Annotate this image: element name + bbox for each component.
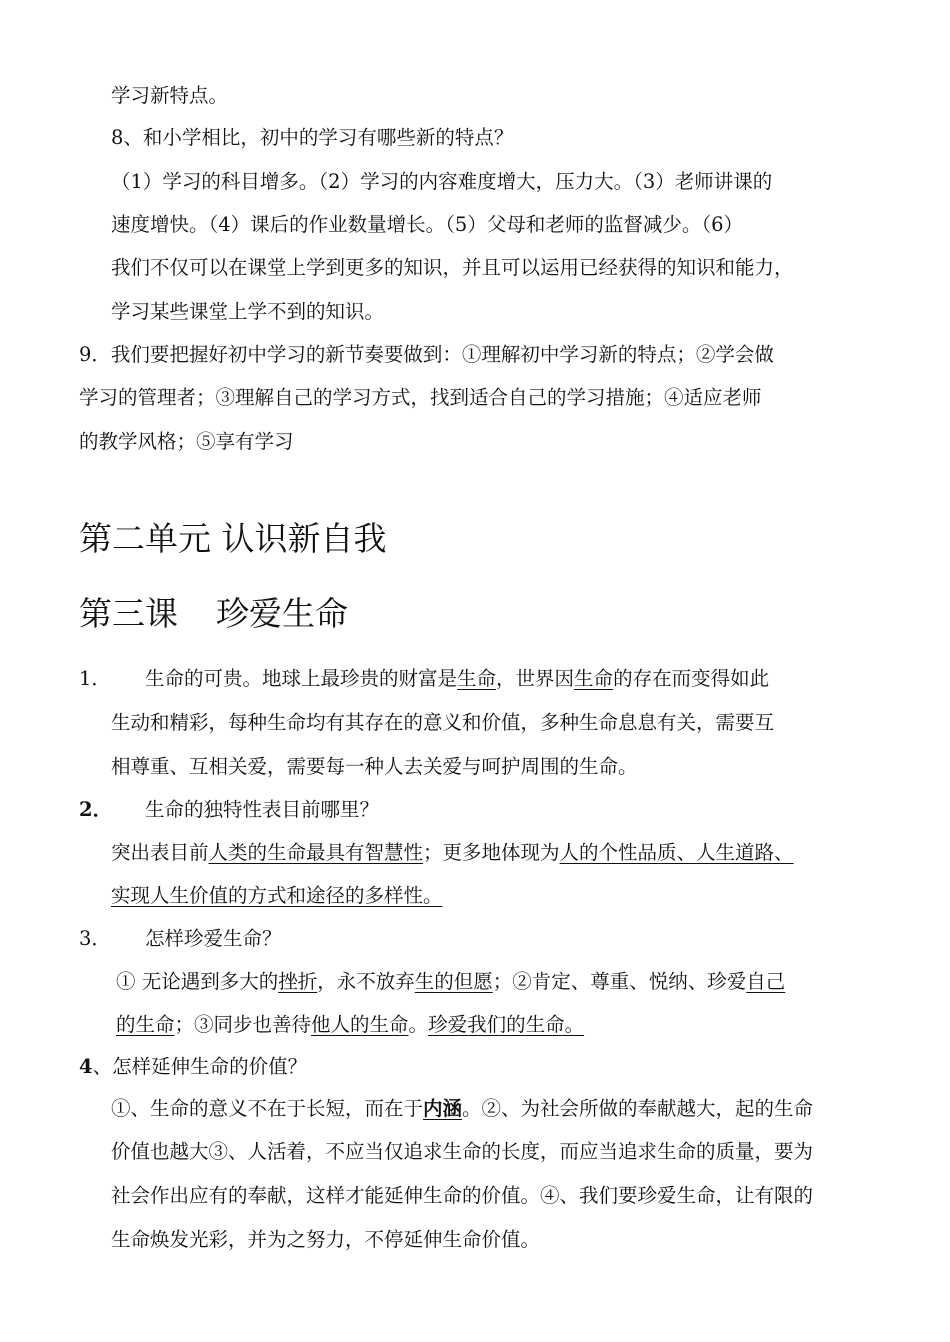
point-3-line-2	[116, 1015, 584, 1035]
lesson-title-part-a: 第三课	[79, 594, 178, 633]
point-1-text: ，世界因	[496, 667, 575, 690]
point-3-text: ；②肯定、尊重、悦纳、珍爱	[492, 970, 747, 993]
lesson-title	[79, 594, 348, 633]
point-3-underlined-hope: 生的但愿	[414, 970, 493, 993]
point-1-text: 的存在而变得如此	[613, 667, 770, 690]
answer-8-line-3: 我们不仅可以在课堂上学到更多的知识，并且可以运用已经获得的知识和能力，	[111, 256, 794, 279]
point-4-question	[79, 1057, 307, 1077]
point-3-underlined-setback: 挫折	[278, 970, 318, 993]
question-8: 8、和小学相比，初中的学习有哪些新的特点？	[111, 126, 514, 149]
point-2-question-text: 生命的独特性表目前哪里？	[145, 798, 380, 821]
point-4-number: 4	[79, 1055, 93, 1078]
point-2-question	[79, 800, 379, 820]
point-3-underlined-self: 自己	[746, 970, 786, 993]
point-4-text: ①、生命的意义不在于长短，而在于	[111, 1097, 424, 1120]
point-3-number: 3．	[79, 927, 111, 950]
point-3-text: ，永不放弃	[317, 970, 415, 993]
point-4-line-4: 生命焕发光彩，并为之努力，不停延伸生命价值。	[111, 1228, 541, 1251]
point-3-question-text: 怎样珍爱生命？	[145, 927, 282, 950]
point-1-text: 生命的可贵。地球上最珍贵的财富是	[145, 667, 458, 690]
point-4-question-text: 、怎样延伸生命的价值？	[92, 1055, 308, 1078]
lesson-title-part-b: 珍爱生命	[216, 594, 348, 633]
point-1-line-1	[79, 669, 769, 689]
point-4-line-1	[111, 1099, 813, 1119]
point-3-line-1	[116, 972, 785, 992]
point-3-text: 。	[408, 1013, 429, 1036]
point-2-line-1	[111, 843, 794, 863]
answer-8-line-1: （1）学习的科目增多。（2）学习的内容难度增大，压力大。（3）老师讲课的	[111, 170, 773, 193]
point-4-line-3: 社会作出应有的奉献，这样才能延伸生命的价值。④、我们要珍爱生命，让有限的	[111, 1184, 814, 1207]
unit-title: 第二单元 认识新自我	[79, 519, 387, 558]
answer-8-line-2: 速度增快。（4）课后的作业数量增长。（5）父母和老师的监督减少。（6）	[111, 213, 743, 236]
point-3-underlined-cherish: 珍爱我们的生命。	[428, 1013, 585, 1036]
point-2-underlined-1: 人类的生命最具有智慧性	[208, 841, 424, 864]
point-3-question	[79, 929, 282, 949]
point-2-number: 2．	[79, 798, 113, 821]
point-1-number: 1．	[79, 667, 111, 690]
point-3-text: ；③同步也善待	[174, 1013, 312, 1036]
point-2-line-2: 实现人生价值的方式和途径的多样性。	[111, 884, 443, 907]
point-3-text: ① 无论遇到多大的	[116, 970, 279, 993]
point-1-line-2: 生动和精彩，每种生命均有其存在的意义和价值，多种生命息息有关，需要互	[111, 711, 775, 734]
point-2-text: ；更多地体现为	[423, 841, 560, 864]
point-1-keyword-life-2: 生命	[574, 667, 614, 690]
answer-8-line-4: 学习某些课堂上学不到的知识。	[111, 300, 385, 323]
intro-line-cont: 学习新特点。	[111, 84, 229, 107]
point-3-underlined-others-life: 他人的生命	[311, 1013, 409, 1036]
question-9-line-3: 的教学风格；⑤享有学习	[79, 430, 294, 453]
point-3-underlined-own-life: 的生命	[116, 1013, 175, 1036]
point-1-line-3: 相尊重、互相关爱，需要每一种人去关爱与呵护周围的生命。	[111, 755, 638, 778]
point-4-text: 。②、为社会所做的奉献越大，起的生命	[462, 1097, 814, 1120]
question-9-line-2: 学习的管理者；③理解自己的学习方式，找到适合自己的学习措施；④适应老师	[79, 386, 762, 409]
question-9-line-1: 9．我们要把握好初中学习的新节奏要做到：①理解初中学习新的特点；②学会做	[79, 343, 774, 366]
point-4-keyword-connotation: 内涵	[423, 1097, 463, 1120]
point-2-underlined-2: 人的个性品质、人生道路、	[559, 841, 794, 864]
point-1-keyword-life: 生命	[457, 667, 497, 690]
point-4-line-2: 价值也越大③、人活着，不应当仅追求生命的长度，而应当追求生命的质量，要为	[111, 1140, 814, 1163]
point-2-text: 突出表目前	[111, 841, 209, 864]
